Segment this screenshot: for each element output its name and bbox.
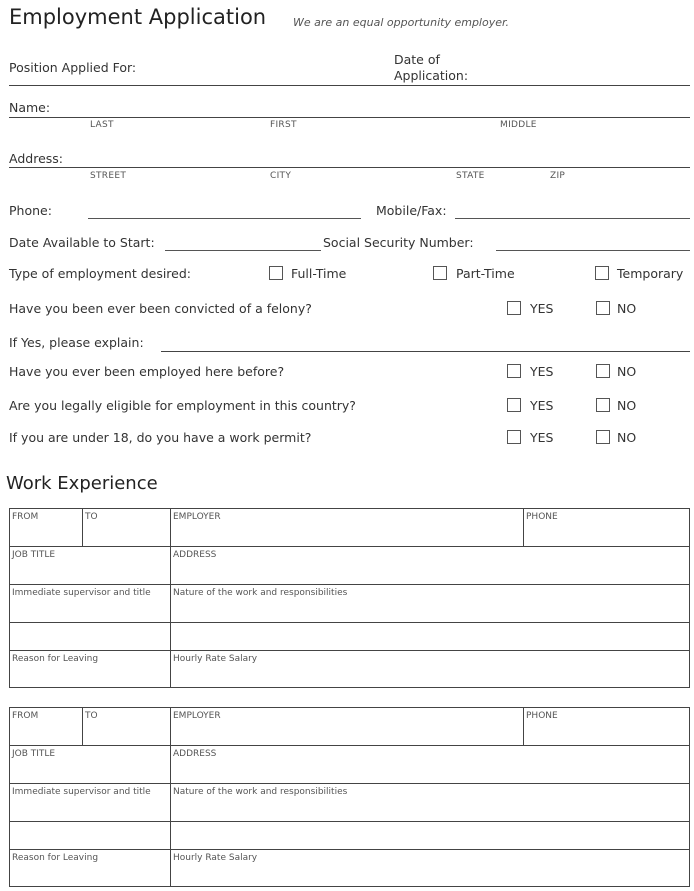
employed-before-no-label: NO — [617, 364, 637, 379]
work-permit-no-checkbox[interactable] — [596, 430, 610, 444]
date-of-label: Date of — [394, 52, 440, 67]
employment-type-label: Type of employment desired: — [9, 266, 192, 281]
from-label: FROM — [12, 512, 39, 522]
reason-cell[interactable] — [10, 850, 170, 886]
rate-label: Hourly Rate Salary — [173, 853, 258, 863]
eligible-no-checkbox[interactable] — [596, 398, 610, 412]
to-label: TO — [85, 512, 98, 522]
address-street-label: STREET — [90, 171, 127, 181]
address-state-label: STATE — [456, 171, 485, 181]
supervisor-cell-continued[interactable] — [10, 822, 170, 849]
eligible-yes-label: YES — [530, 398, 554, 413]
to-cell[interactable] — [82, 708, 170, 745]
name-last-label: LAST — [90, 120, 114, 130]
address-cell[interactable] — [170, 746, 689, 783]
work-experience-table-1 — [9, 508, 690, 688]
felony-question: Have you been ever been convicted of a felony? — [9, 301, 312, 316]
nature-cell-continued[interactable] — [170, 822, 689, 849]
job-title-cell[interactable] — [10, 547, 170, 584]
supervisor-label: Immediate supervisor and title — [12, 588, 151, 598]
nature-cell[interactable] — [170, 585, 689, 622]
employed-before-yes-checkbox[interactable] — [507, 364, 521, 378]
explain-field[interactable] — [161, 351, 690, 352]
address-city-label: CITY — [270, 171, 292, 181]
mobile-field[interactable] — [455, 218, 690, 219]
page-subtitle: We are an equal opportunity employer. — [293, 16, 510, 29]
part-time-label: Part-Time — [456, 266, 515, 281]
to-label: TO — [85, 711, 98, 721]
felony-no-checkbox[interactable] — [596, 301, 610, 315]
eligible-question: Are you legally eligible for employment in this country? — [9, 398, 356, 413]
phone-label: PHONE — [526, 711, 558, 721]
employer-label: EMPLOYER — [173, 711, 221, 721]
address-label: ADDRESS — [173, 550, 217, 560]
work-experience-table-2 — [9, 707, 690, 887]
nature-label: Nature of the work and responsibilities — [173, 787, 348, 797]
phone-cell[interactable] — [523, 708, 689, 745]
supervisor-cell[interactable] — [10, 585, 170, 622]
part-time-checkbox[interactable] — [433, 266, 447, 280]
date-available-label: Date Available to Start: — [9, 235, 155, 250]
to-cell[interactable] — [82, 509, 170, 546]
rate-label: Hourly Rate Salary — [173, 654, 258, 664]
employed-before-question: Have you ever been employed here before? — [9, 364, 285, 379]
address-zip-label: ZIP — [550, 171, 566, 181]
reason-label: Reason for Leaving — [12, 853, 99, 863]
position-label: Position Applied For: — [9, 60, 137, 75]
rate-cell[interactable] — [170, 651, 689, 687]
from-cell[interactable] — [10, 708, 82, 745]
from-label: FROM — [12, 711, 39, 721]
address-cell[interactable] — [170, 547, 689, 584]
work-permit-yes-label: YES — [530, 430, 554, 445]
felony-yes-checkbox[interactable] — [507, 301, 521, 315]
phone-label: PHONE — [526, 512, 558, 522]
work-permit-yes-checkbox[interactable] — [507, 430, 521, 444]
nature-cell[interactable] — [170, 784, 689, 821]
employer-label: EMPLOYER — [173, 512, 221, 522]
phone-label: Phone: — [9, 203, 52, 218]
full-time-label: Full-Time — [291, 266, 347, 281]
job-title-label: JOB TITLE — [12, 749, 56, 759]
mobile-label: Mobile/Fax: — [376, 203, 447, 218]
employer-cell[interactable] — [170, 509, 523, 546]
position-line[interactable] — [9, 85, 690, 86]
reason-label: Reason for Leaving — [12, 654, 99, 664]
temporary-checkbox[interactable] — [595, 266, 609, 280]
address-label: ADDRESS — [173, 749, 217, 759]
work-permit-no-label: NO — [617, 430, 637, 445]
supervisor-cell-continued[interactable] — [10, 623, 170, 650]
supervisor-label: Immediate supervisor and title — [12, 787, 151, 797]
page-title: Employment Application — [9, 5, 267, 29]
employed-before-yes-label: YES — [530, 364, 554, 379]
phone-field[interactable] — [88, 218, 361, 219]
work-permit-question: If you are under 18, do you have a work permit? — [9, 430, 312, 445]
nature-label: Nature of the work and responsibilities — [173, 588, 348, 598]
name-middle-label: MIDDLE — [500, 120, 537, 130]
rate-cell[interactable] — [170, 850, 689, 886]
job-title-cell[interactable] — [10, 746, 170, 783]
felony-no-label: NO — [617, 301, 637, 316]
eligible-yes-checkbox[interactable] — [507, 398, 521, 412]
employer-cell[interactable] — [170, 708, 523, 745]
temporary-label: Temporary — [617, 266, 684, 281]
employed-before-no-checkbox[interactable] — [596, 364, 610, 378]
supervisor-cell[interactable] — [10, 784, 170, 821]
ssn-label: Social Security Number: — [323, 235, 474, 250]
name-label: Name: — [9, 100, 51, 115]
felony-yes-label: YES — [530, 301, 554, 316]
nature-cell-continued[interactable] — [170, 623, 689, 650]
work-experience-heading: Work Experience — [6, 473, 158, 494]
job-title-label: JOB TITLE — [12, 550, 56, 560]
phone-cell[interactable] — [523, 509, 689, 546]
reason-cell[interactable] — [10, 651, 170, 687]
application-label: Application: — [394, 68, 469, 83]
name-line[interactable] — [9, 117, 690, 118]
address-line[interactable] — [9, 167, 690, 168]
full-time-checkbox[interactable] — [269, 266, 283, 280]
eligible-no-label: NO — [617, 398, 637, 413]
date-available-field[interactable] — [165, 250, 321, 251]
name-first-label: FIRST — [270, 120, 297, 130]
address-label: Address: — [9, 151, 63, 166]
from-cell[interactable] — [10, 509, 82, 546]
explain-label: If Yes, please explain: — [9, 335, 144, 350]
ssn-field[interactable] — [496, 250, 690, 251]
